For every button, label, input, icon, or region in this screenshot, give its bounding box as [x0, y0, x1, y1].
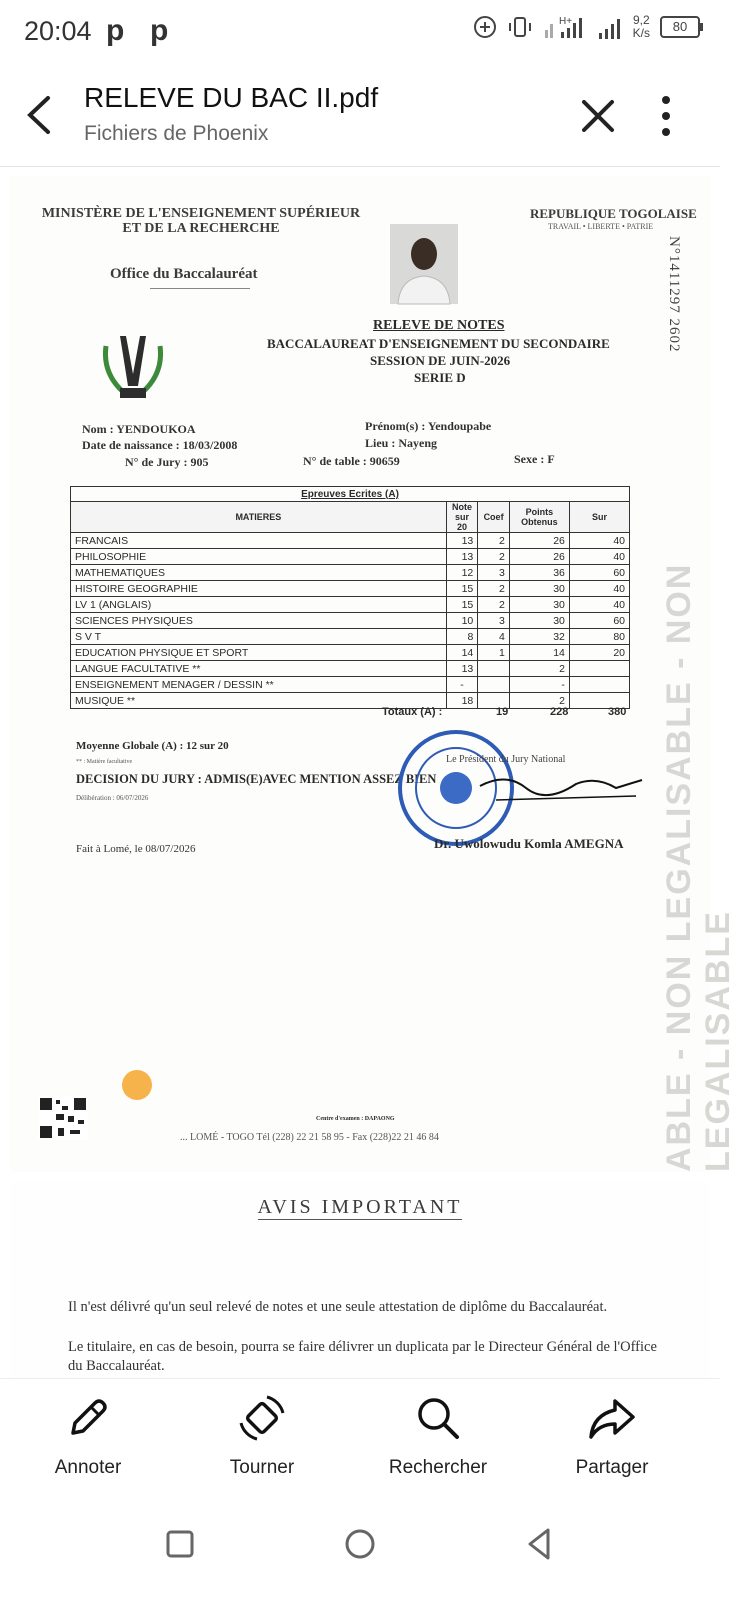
- col-header-note: [446, 502, 478, 533]
- coefficient: 4: [478, 629, 510, 645]
- coefficient: 2: [478, 549, 510, 565]
- subject: FRANCAIS: [71, 533, 447, 549]
- note-header-line-1: Note: [452, 502, 472, 512]
- floating-dot[interactable]: [122, 1070, 152, 1100]
- table-row: [71, 533, 630, 549]
- table-row: [71, 661, 630, 677]
- ministry-line-2: ET DE LA RECHERCHE: [122, 221, 280, 236]
- rotate-icon: [237, 1393, 287, 1443]
- col-header-coef: Coef: [478, 502, 510, 533]
- grade: 18: [446, 693, 478, 709]
- back-arrow-icon[interactable]: [22, 92, 56, 138]
- max-points: 40: [569, 549, 629, 565]
- serial-number: N°1411297 2602: [666, 236, 682, 353]
- max-points: 40: [569, 597, 629, 613]
- more-options-icon[interactable]: [656, 94, 676, 138]
- system-nav-bar: [0, 1486, 720, 1612]
- table-row: [71, 597, 630, 613]
- rotate-label: Tourner: [229, 1457, 295, 1478]
- footer-address: ... LOMÉ - TOGO Tél (228) 22 21 58 95 - Fax (228)22 21 46 84: [180, 1132, 439, 1143]
- share-button[interactable]: [542, 1393, 682, 1479]
- grade: 8: [446, 629, 478, 645]
- signal-icon: [543, 14, 587, 40]
- subject: EDUCATION PHYSIQUE ET SPORT: [71, 645, 447, 661]
- note-header-line-2: sur 20: [454, 512, 469, 532]
- notice-heading: [10, 1196, 710, 1219]
- session: SESSION DE JUIN-2026: [370, 353, 511, 368]
- max-points: [569, 661, 629, 677]
- birth-place: Lieu : Nayeng: [365, 436, 437, 450]
- bottom-toolbar: [0, 1378, 720, 1487]
- clock: 20:04: [24, 16, 92, 46]
- share-icon: [587, 1393, 637, 1443]
- home-icon[interactable]: [340, 1524, 380, 1564]
- president-title: Le Président du Jury National: [446, 754, 566, 765]
- points: 26: [509, 533, 569, 549]
- signatory-name: Dr. Uwolowudu Komla AMEGNA: [434, 836, 624, 851]
- student-name: Nom : YENDOUKOA: [82, 422, 196, 436]
- col-header-sur: Sur: [569, 502, 629, 533]
- status-icons: [473, 14, 700, 40]
- search-button[interactable]: [368, 1393, 508, 1479]
- rotate-button[interactable]: [192, 1393, 332, 1479]
- coefficient: [478, 661, 510, 677]
- ministry-line-1: MINISTÈRE DE L'ENSEIGNEMENT SUPÉRIEUR: [41, 206, 361, 221]
- coefficient: 2: [478, 533, 510, 549]
- coefficient: [478, 677, 510, 693]
- notice-paragraph-2: Le titulaire, en cas de besoin, pourra se faire délivrer un duplicata par le Directeur Général de l'Office du Baccalauréat.: [68, 1339, 657, 1374]
- points: 2: [509, 693, 569, 709]
- totals-points: 228: [550, 706, 569, 718]
- subject: MATHEMATIQUES: [71, 565, 447, 581]
- table-row: [71, 549, 630, 565]
- grade: 15: [446, 581, 478, 597]
- table-row: [71, 629, 630, 645]
- points: 36: [509, 565, 569, 581]
- battery-icon: 80: [660, 16, 700, 38]
- search-icon: [413, 1393, 463, 1443]
- table-row: [71, 613, 630, 629]
- student-photo: [390, 224, 458, 304]
- file-title: RELEVE DU BAC II.pdf: [84, 82, 379, 113]
- grade: 13: [446, 661, 478, 677]
- annotate-label: Annoter: [54, 1457, 122, 1478]
- pdf-page-1[interactable]: [10, 176, 737, 1172]
- coefficient: 2: [478, 581, 510, 597]
- totals-label: Totaux (A) :: [382, 706, 443, 718]
- deliberation-date: Délibération : 06/07/2026: [76, 794, 149, 802]
- max-points: 20: [569, 645, 629, 661]
- birth-date: Date de naissance : 18/03/2008: [82, 438, 238, 452]
- max-points: 80: [569, 629, 629, 645]
- jury-number: N° de Jury : 905: [125, 455, 209, 469]
- national-motto: TRAVAIL • LIBERTE • PATRIE: [548, 222, 654, 231]
- qr-code-icon: [38, 1096, 88, 1140]
- table-row: [71, 581, 630, 597]
- points-header-line-1: Points: [525, 507, 554, 517]
- grade: -: [446, 677, 478, 693]
- table-number: N° de table : 90659: [303, 454, 400, 468]
- max-points: 40: [569, 533, 629, 549]
- grade: 15: [446, 597, 478, 613]
- max-points: 40: [569, 581, 629, 597]
- table-row: [71, 645, 630, 661]
- subject: HISTOIRE GEOGRAPHIE: [71, 581, 447, 597]
- col-header-matieres: MATIERES: [71, 502, 447, 533]
- points: 30: [509, 581, 569, 597]
- notice-heading-text: AVIS IMPORTANT: [257, 1196, 463, 1218]
- watermark: ABLE - NON LEGALISABLE - NON LEGALISABLE: [660, 562, 737, 1172]
- exam-name: BACCALAUREAT D'ENSEIGNEMENT DU SECONDAIRE: [267, 336, 610, 351]
- totals-max: 380: [608, 706, 627, 718]
- status-bar: [0, 0, 720, 64]
- issue-place-date: Fait à Lomé, le 08/07/2026: [76, 843, 196, 855]
- points: -: [509, 677, 569, 693]
- ministry-heading: [26, 206, 376, 236]
- notice-paragraph-1: Il n'est délivré qu'un seul relevé de notes et une seule attestation de diplôme du Baccalauréat.: [68, 1299, 608, 1315]
- divider: [150, 288, 250, 289]
- subject: LANGUE FACULTATIVE **: [71, 661, 447, 677]
- pen-icon: [63, 1393, 113, 1443]
- pdf-page-2[interactable]: [10, 1182, 710, 1378]
- speed-unit: K/s: [632, 26, 650, 40]
- grade: 14: [446, 645, 478, 661]
- col-header-points: [509, 502, 569, 533]
- points: 14: [509, 645, 569, 661]
- points: 26: [509, 549, 569, 565]
- grade: 13: [446, 533, 478, 549]
- file-source: Fichiers de Phoenix: [84, 122, 269, 145]
- subject: SCIENCES PHYSIQUES: [71, 613, 447, 629]
- points: 30: [509, 613, 569, 629]
- subject: S V T: [71, 629, 447, 645]
- exam-center: Centre d'examen : DAPAONG: [316, 1116, 395, 1122]
- average: Moyenne Globale (A) : 12 sur 20: [76, 740, 229, 752]
- table-row: [71, 565, 630, 581]
- section-title: Epreuves Ecrites (A): [71, 487, 630, 502]
- signature-icon: [476, 766, 646, 806]
- coefficient: 3: [478, 613, 510, 629]
- office-name: Office du Baccalauréat: [110, 266, 258, 282]
- student-firstname: Prénom(s) : Yendoupabe: [365, 419, 492, 433]
- app-bar: [0, 66, 720, 167]
- annotate-button[interactable]: [18, 1393, 158, 1479]
- share-label: Partager: [575, 1457, 649, 1478]
- network-speed: [633, 14, 650, 40]
- coefficient: 2: [478, 597, 510, 613]
- coefficient: 1: [478, 645, 510, 661]
- points: 30: [509, 597, 569, 613]
- totals-coef: 19: [496, 706, 509, 718]
- back-icon[interactable]: [520, 1524, 560, 1564]
- document-title: RELEVE DE NOTES: [373, 318, 505, 333]
- optional-note: ** : Matière facultative: [76, 759, 133, 765]
- search-label: Rechercher: [388, 1457, 488, 1478]
- max-points: [569, 677, 629, 693]
- notification-p-icon: p: [106, 14, 125, 47]
- subject: MUSIQUE **: [71, 693, 447, 709]
- sex: Sexe : F: [514, 452, 555, 466]
- grade: 13: [446, 549, 478, 565]
- notification-p-icon: p: [150, 14, 169, 47]
- jury-decision: DECISION DU JURY : ADMIS(E)AVEC MENTION ASSEZ BIEN: [76, 772, 437, 786]
- points-header-line-2: Obtenus: [521, 517, 558, 527]
- close-icon[interactable]: [578, 96, 618, 136]
- series: SERIE D: [414, 370, 466, 385]
- subject: PHILOSOPHIE: [71, 549, 447, 565]
- grades-table: [70, 486, 630, 709]
- data-saver-icon: [473, 15, 497, 39]
- table-row: [71, 677, 630, 693]
- grade: 10: [446, 613, 478, 629]
- grade: 12: [446, 565, 478, 581]
- coefficient: 3: [478, 565, 510, 581]
- points: 2: [509, 661, 569, 677]
- vibrate-icon: [507, 15, 533, 39]
- signal-2-icon: [597, 15, 623, 39]
- table-row: [71, 693, 630, 709]
- republic-heading: REPUBLIQUE TOGOLAISE: [530, 206, 697, 221]
- svg-text:H+: H+: [558, 16, 572, 27]
- speed-value: 9,2: [632, 13, 650, 27]
- subject: ENSEIGNEMENT MENAGER / DESSIN **: [71, 677, 447, 693]
- recents-icon[interactable]: [160, 1524, 200, 1564]
- max-points: 60: [569, 613, 629, 629]
- max-points: 60: [569, 565, 629, 581]
- subject: LV 1 (ANGLAIS): [71, 597, 447, 613]
- points: 32: [509, 629, 569, 645]
